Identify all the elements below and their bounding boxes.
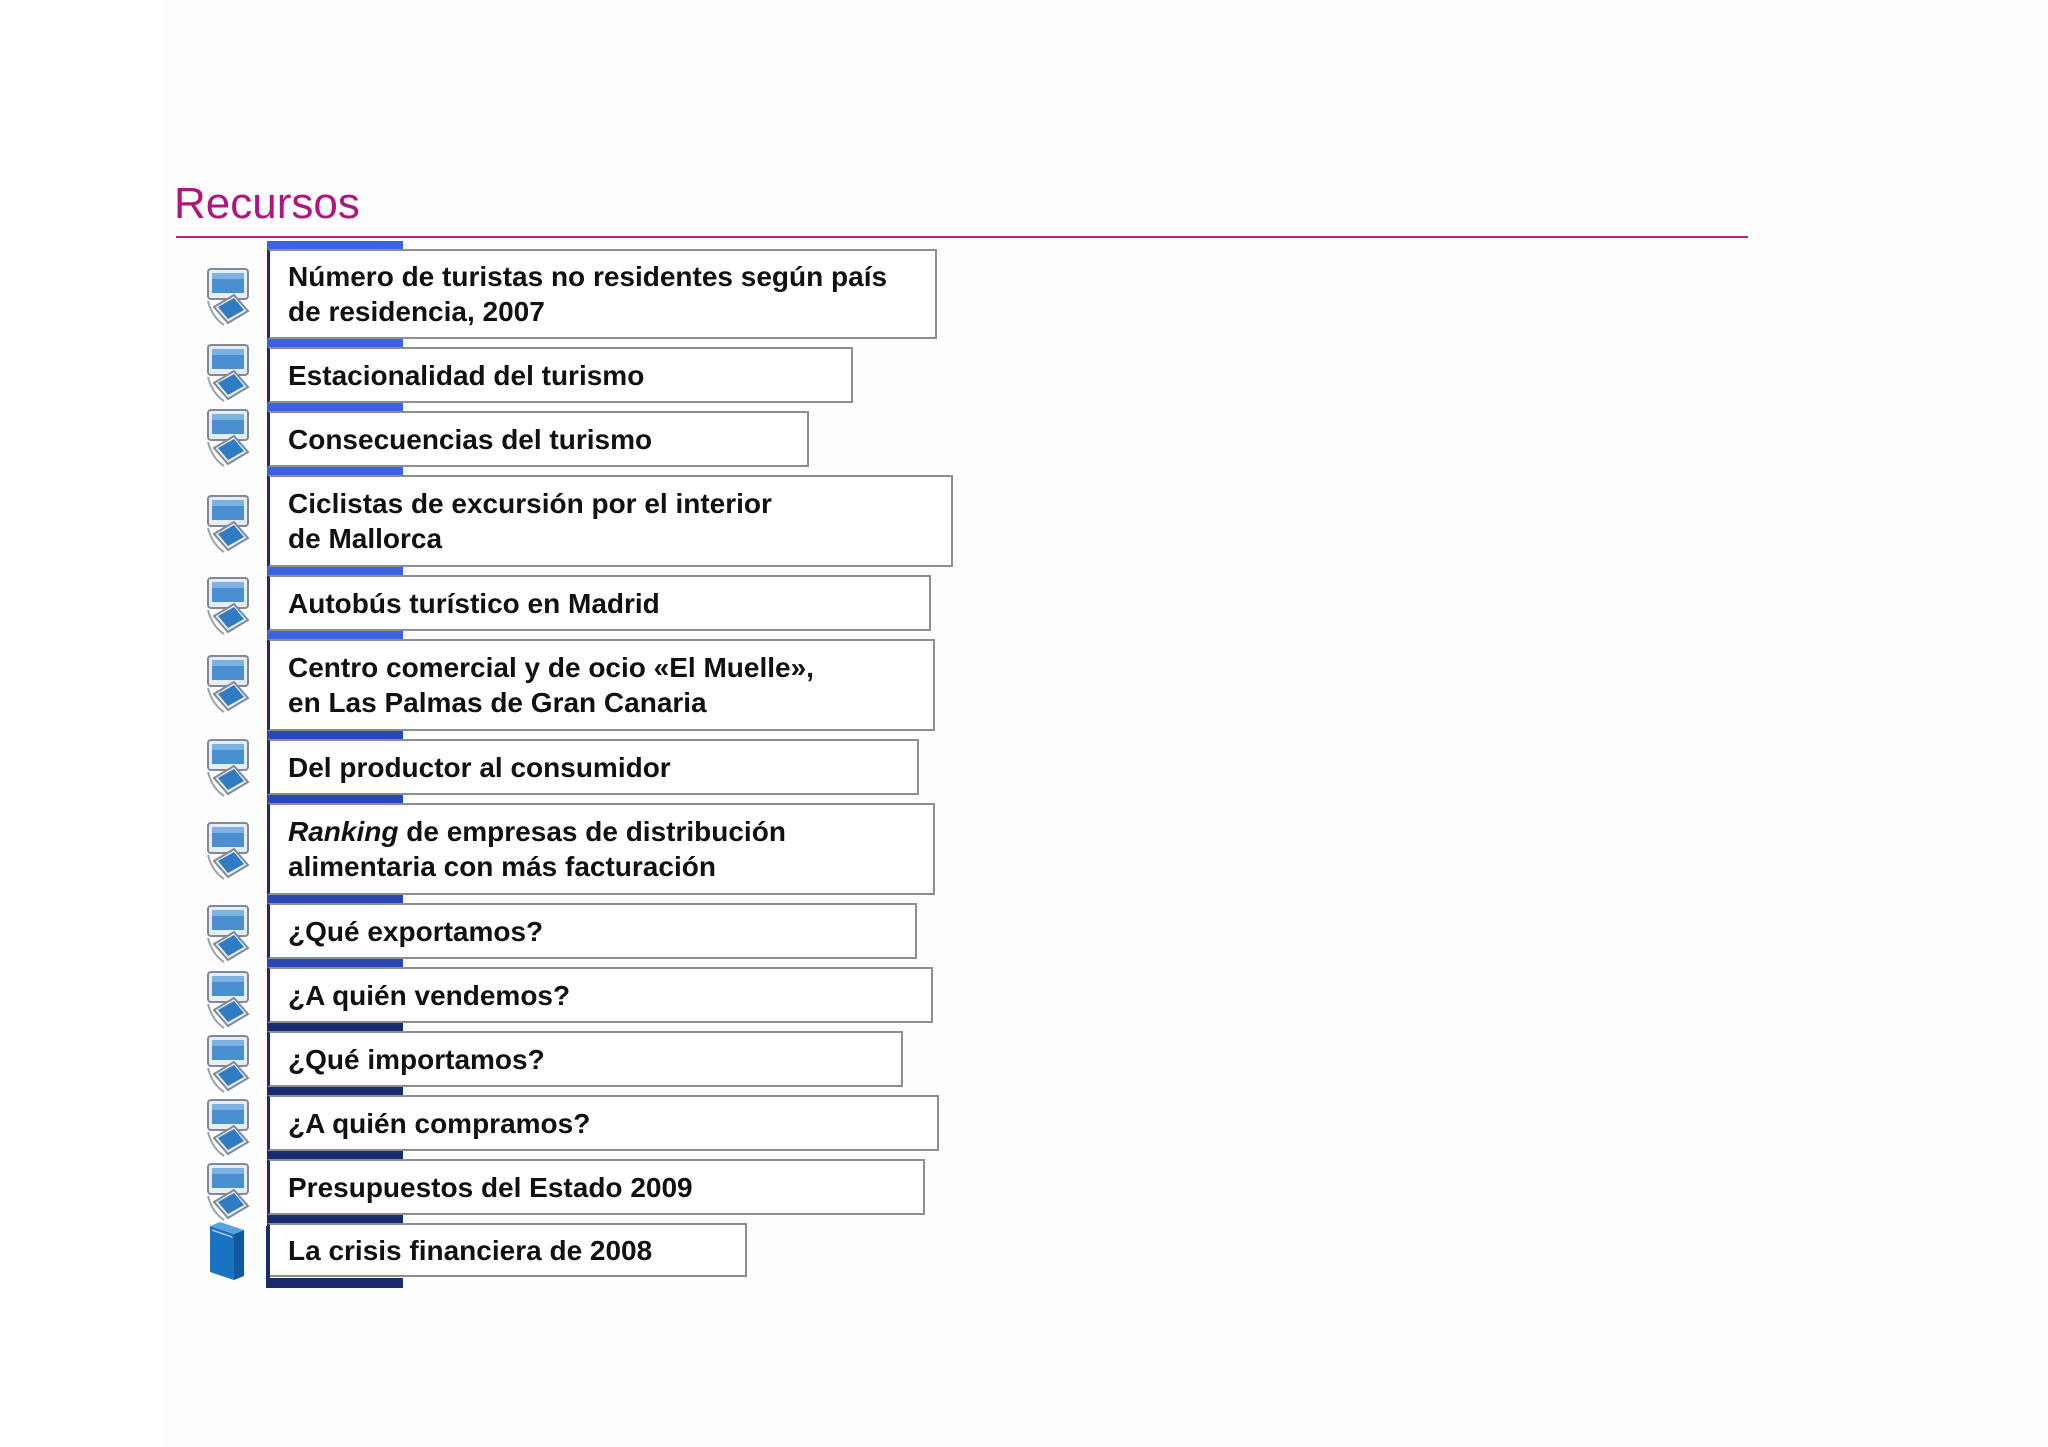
presentation-icon[interactable] [204, 408, 256, 468]
resource-label-rest: de empresas de distribución alimentaria con más facturación [288, 816, 786, 882]
resource-link-tour-bus-madrid[interactable] [267, 575, 931, 631]
resource-link-cyclists-mallorca[interactable] [267, 475, 953, 567]
presentation-icon[interactable] [204, 1162, 256, 1222]
resource-link-what-we-import[interactable] [267, 1031, 903, 1087]
presentation-icon[interactable] [204, 821, 256, 881]
resource-label: ¿A quién compramos? [288, 1107, 591, 1139]
resource-label: Del productor al consumidor [288, 751, 671, 783]
resource-label: ¿Qué importamos? [288, 1043, 545, 1075]
item-accent-bar [267, 795, 403, 803]
presentation-icon[interactable] [204, 738, 256, 798]
resource-link-who-we-sell-to[interactable] [267, 967, 933, 1023]
resource-label-italic: Ranking [288, 816, 399, 847]
resource-link-state-budget-2009[interactable] [267, 1159, 925, 1215]
item-accent-bar [267, 1151, 403, 1159]
list-bottom-bar [267, 1278, 403, 1288]
resource-link-who-we-buy-from[interactable] [267, 1095, 939, 1151]
item-accent-bar [267, 567, 403, 575]
presentation-icon[interactable] [204, 904, 256, 964]
resource-label: Presupuestos del Estado 2009 [288, 1171, 693, 1203]
item-accent-bar [267, 241, 403, 249]
item-accent-bar [267, 631, 403, 639]
resource-label: Consecuencias del turismo [288, 423, 653, 455]
resource-link-seasonality[interactable] [267, 347, 853, 403]
presentation-icon[interactable] [204, 1034, 256, 1094]
item-accent-bar [267, 1215, 403, 1223]
presentation-icon[interactable] [204, 576, 256, 636]
item-accent-bar [267, 1087, 403, 1095]
book-icon[interactable] [204, 1222, 256, 1282]
presentation-icon[interactable] [204, 267, 256, 327]
item-accent-bar [267, 731, 403, 739]
item-accent-bar [267, 403, 403, 411]
presentation-icon[interactable] [204, 343, 256, 403]
resource-label: Estacionalidad del turismo [288, 359, 645, 391]
presentation-icon[interactable] [204, 1098, 256, 1158]
resource-label: ¿A quién vendemos? [288, 979, 571, 1011]
item-accent-bar [267, 895, 403, 903]
resource-link-what-we-export[interactable] [267, 903, 917, 959]
resource-label: Ciclistas de excursión por el interior de Mallorca [288, 488, 772, 554]
page-title: Recursos [174, 179, 360, 228]
resource-link-ranking-distribution[interactable] [267, 803, 935, 895]
resource-label: Centro comercial y de ocio «El Muelle», en Las Palmas de Gran Canaria [288, 652, 814, 718]
presentation-icon[interactable] [204, 654, 256, 714]
item-accent-bar [267, 959, 403, 967]
resource-link-el-muelle[interactable] [267, 639, 935, 731]
presentation-icon[interactable] [204, 970, 256, 1030]
resource-label: Autobús turístico en Madrid [288, 587, 660, 619]
resource-label: Número de turistas no residentes según país de residencia, 2007 [288, 261, 888, 327]
resource-label: La crisis financiera de 2008 [288, 1234, 653, 1266]
item-accent-bar [267, 467, 403, 475]
resource-link-tourists-by-country[interactable] [267, 249, 937, 339]
presentation-icon[interactable] [204, 494, 256, 554]
resource-link-financial-crisis-2008[interactable] [267, 1223, 747, 1277]
resource-label: ¿Qué exportamos? [288, 915, 544, 947]
resource-link-consequences[interactable] [267, 411, 809, 467]
item-accent-bar [267, 339, 403, 347]
item-accent-bar [267, 1023, 403, 1031]
resource-label [288, 814, 786, 884]
resource-link-producer-consumer[interactable] [267, 739, 919, 795]
